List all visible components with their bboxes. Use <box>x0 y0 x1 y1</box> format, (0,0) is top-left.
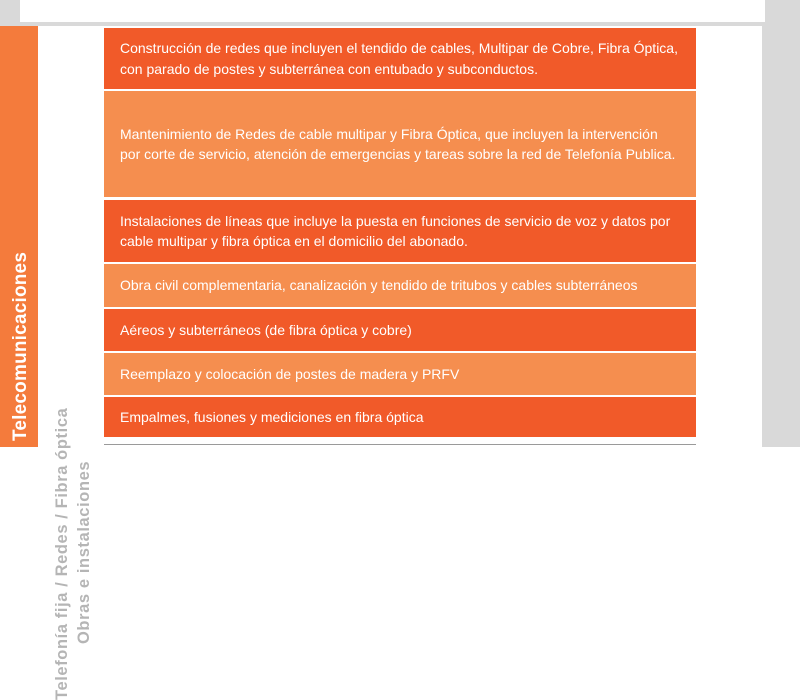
right-gray-bar <box>762 26 800 447</box>
services-list <box>104 26 696 425</box>
list-item-text: Aéreos y subterráneos (de fibra óptica y cobre) <box>120 321 412 338</box>
list-item-text: Construcción de redes que incluyen el tendido de cables, Multipar de Cobre, Fibra Óptica, con parado de postes y subterránea con entubado y subconductos. <box>120 40 678 77</box>
top-white-panel <box>20 0 765 22</box>
list-item <box>104 397 696 437</box>
list-item <box>104 264 696 307</box>
list-item <box>104 91 696 197</box>
category-sidebar <box>0 26 38 447</box>
list-item-text: Reemplazo y colocación de postes de madera y PRFV <box>120 365 460 382</box>
list-item-text: Mantenimiento de Redes de cable multipar y Fibra Óptica, que incluyen la intervención por corte de servicio, atención de emergencias y tareas sobre la red de Telefonía Publica. <box>120 125 676 162</box>
section-title-line-2: Obras e instalaciones <box>75 460 93 644</box>
list-item-text: Empalmes, fusiones y mediciones en fibra óptica <box>120 408 424 425</box>
section-title-line-1: Telefonía fija / Redes / Fibra óptica <box>53 407 71 700</box>
list-item <box>104 200 696 262</box>
list-item <box>104 309 696 351</box>
list-item <box>104 28 696 89</box>
list-item-text: Obra civil complementaria, canalización y tendido de tritubos y cables subterráneos <box>120 277 638 294</box>
section-labels <box>50 60 100 700</box>
list-item <box>104 353 696 395</box>
top-gray-band <box>0 0 800 26</box>
list-item-text: Instalaciones de líneas que incluye la puesta en funciones de servicio de voz y datos por cable multipar y fibra óptica en el domicilio del abonado. <box>120 212 671 249</box>
bottom-divider <box>104 444 696 445</box>
category-label-container <box>0 22 38 443</box>
category-label: Telecomunicaciones <box>10 251 31 441</box>
